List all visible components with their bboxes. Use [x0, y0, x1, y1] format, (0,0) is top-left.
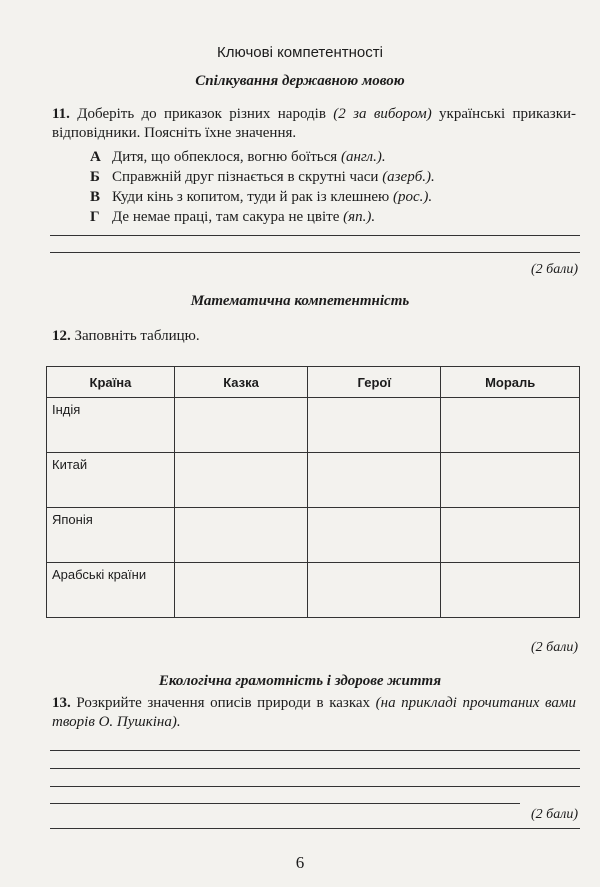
answer-cell[interactable]	[441, 508, 580, 563]
task-12-prompt	[52, 327, 576, 346]
fairy-tales-table	[46, 366, 580, 618]
answer-line[interactable]	[50, 252, 580, 253]
proverb-option: В Куди кінь з копитом, туди й рак із клешнею (рос.).	[90, 189, 433, 205]
proverb-option: Б Справжній друг пізнається в скрутні часи (азерб.).	[90, 169, 435, 185]
answer-cell[interactable]	[441, 453, 580, 508]
country-cell: Китай	[47, 453, 175, 508]
task-13-prompt	[52, 694, 576, 732]
task-13-text-em: (на прикладі прочитаних вами творів О. Пушкіна).	[52, 695, 577, 730]
answer-cell[interactable]	[174, 398, 307, 453]
answer-cell[interactable]	[308, 563, 441, 618]
table-row	[47, 508, 580, 563]
column-header-moral: Мораль	[441, 367, 580, 398]
table-header-row	[47, 367, 580, 398]
answer-cell[interactable]	[308, 453, 441, 508]
section-heading-ecology: Екологічна грамотність і здорове життя	[158, 673, 442, 689]
answer-cell[interactable]	[441, 398, 580, 453]
answer-line[interactable]	[50, 235, 580, 236]
answer-cell[interactable]	[308, 508, 441, 563]
task-11-number: 11.	[52, 106, 70, 122]
task-11-score: (2 бали)	[531, 262, 578, 277]
task-11-text-a: Доберіть до приказок різних народів	[77, 106, 334, 122]
answer-cell[interactable]	[308, 398, 441, 453]
answer-cell[interactable]	[174, 453, 307, 508]
column-header-country: Країна	[47, 367, 175, 398]
answer-line[interactable]	[50, 803, 520, 804]
page-number: 6	[295, 853, 305, 872]
answer-line[interactable]	[50, 786, 580, 787]
proverb-option: А Дитя, що обпеклося, вогню боїться (англ.).	[90, 149, 386, 165]
answer-line[interactable]	[50, 768, 580, 769]
task-13-number: 13.	[52, 695, 71, 711]
column-header-heroes: Герої	[308, 367, 441, 398]
task-11-text-b: українські приказки-відповідники. Поясніть їхне значення.	[52, 106, 577, 141]
task-11-text-em: (2 за вибором)	[333, 106, 432, 122]
column-header-tale: Казка	[174, 367, 307, 398]
task-13-score: (2 бали)	[531, 807, 578, 822]
page-title: Ключові компетентності	[217, 44, 383, 61]
section-divider	[50, 828, 580, 829]
task-11-prompt	[52, 105, 576, 143]
table-row	[47, 453, 580, 508]
country-cell: Індія	[47, 398, 175, 453]
task-12-score: (2 бали)	[531, 640, 578, 655]
answer-cell[interactable]	[441, 563, 580, 618]
answer-line[interactable]	[50, 750, 580, 751]
task-13-text: Розкрийте значення описів природи в казках	[76, 695, 376, 711]
section-heading-language: Спілкування державною мовою	[195, 73, 405, 89]
answer-cell[interactable]	[174, 508, 307, 563]
country-cell: Японія	[47, 508, 175, 563]
answer-cell[interactable]	[174, 563, 307, 618]
section-heading-math: Математична компетентність	[190, 293, 410, 309]
country-cell: Арабські країни	[47, 563, 175, 618]
task-12-text: Заповніть таблицю.	[74, 328, 200, 344]
table-row	[47, 398, 580, 453]
proverb-option: Г Де немае праці, там сакура не цвіте (яп.).	[90, 209, 376, 225]
proverb-options	[90, 147, 435, 227]
task-12-number: 12.	[52, 328, 71, 344]
table-row	[47, 563, 580, 618]
